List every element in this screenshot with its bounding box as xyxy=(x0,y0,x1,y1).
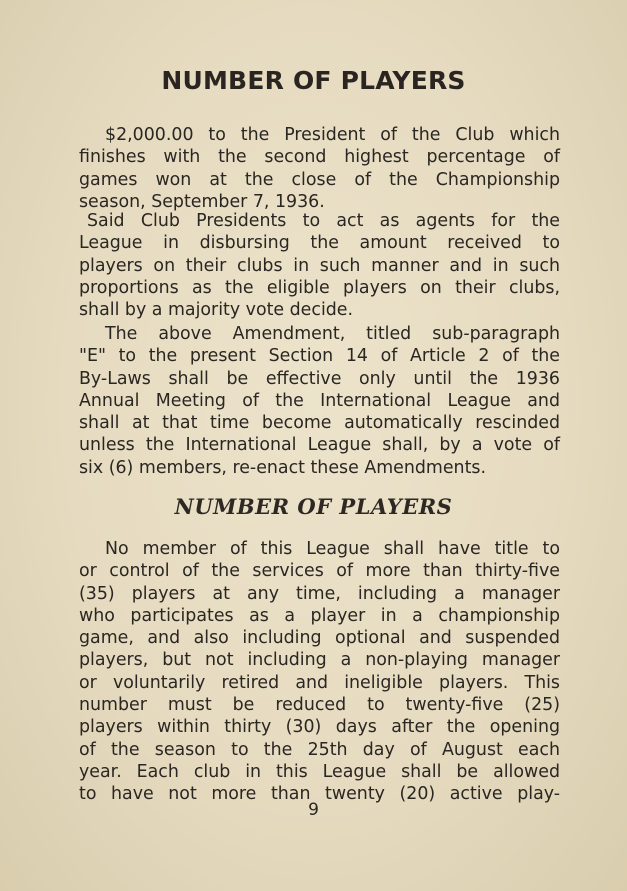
text-line: proportions as the eligible players on their clubs, xyxy=(79,277,560,298)
text-line: By-Laws shall be effective only until the 1936 xyxy=(79,368,560,389)
text-line: shall by a majority vote decide. xyxy=(79,300,354,321)
paragraph-player-limit xyxy=(79,538,560,806)
running-head: NUMBER OF PLAYERS xyxy=(161,66,466,95)
text-line: players on their clubs in such manner and in such xyxy=(79,255,560,276)
paragraph-prize-amount xyxy=(79,124,560,213)
text-line: players, but not including a non-playing manager xyxy=(79,650,560,671)
text-line: who participates as a player in a championship xyxy=(79,605,560,626)
page-number: 9 xyxy=(308,800,319,820)
text-line: unless the International League shall, by a vote of xyxy=(79,435,560,456)
text-line: games won at the close of the Championship xyxy=(79,169,560,190)
text-line: Said Club Presidents to act as agents for the xyxy=(87,211,560,231)
text-line: game, and also including optional and suspended xyxy=(79,628,560,649)
text-line: (35) players at any time, including a manager xyxy=(79,583,560,604)
text-line: The above Amendment, titled sub-paragraph xyxy=(105,324,560,344)
paragraph-club-presidents xyxy=(79,210,560,321)
text-line: or voluntarily retired and ineligible players. This xyxy=(79,672,560,693)
text-line: to have not more than twenty (20) active play- xyxy=(79,784,560,805)
text-line: shall at that time become automatically rescinded xyxy=(79,413,560,434)
text-line: six (6) members, re-enact these Amendments. xyxy=(79,457,486,478)
text-line: No member of this League shall have title to xyxy=(105,539,560,559)
text-line: year. Each club in this League shall be allowed xyxy=(79,761,560,782)
paragraph-amendment xyxy=(79,323,560,479)
text-line: Annual Meeting of the International League and xyxy=(79,390,560,411)
text-line: season, September 7, 1936. xyxy=(79,191,325,212)
text-line: "E" to the present Section 14 of Article 2 of the xyxy=(79,346,560,367)
text-line: League in disbursing the amount received to xyxy=(79,233,560,254)
text-line: finishes with the second highest percentage of xyxy=(79,147,560,168)
text-line: of the season to the 25th day of August each xyxy=(79,739,560,760)
text-line: players within thirty (30) days after the opening xyxy=(79,717,560,738)
text-line: $2,000.00 to the President of the Club which xyxy=(105,125,560,145)
section-heading: NUMBER OF PLAYERS xyxy=(174,494,453,519)
text-line: or control of the services of more than thirty-five xyxy=(79,561,560,582)
text-line: number must be reduced to twenty-five (25) xyxy=(79,695,560,716)
